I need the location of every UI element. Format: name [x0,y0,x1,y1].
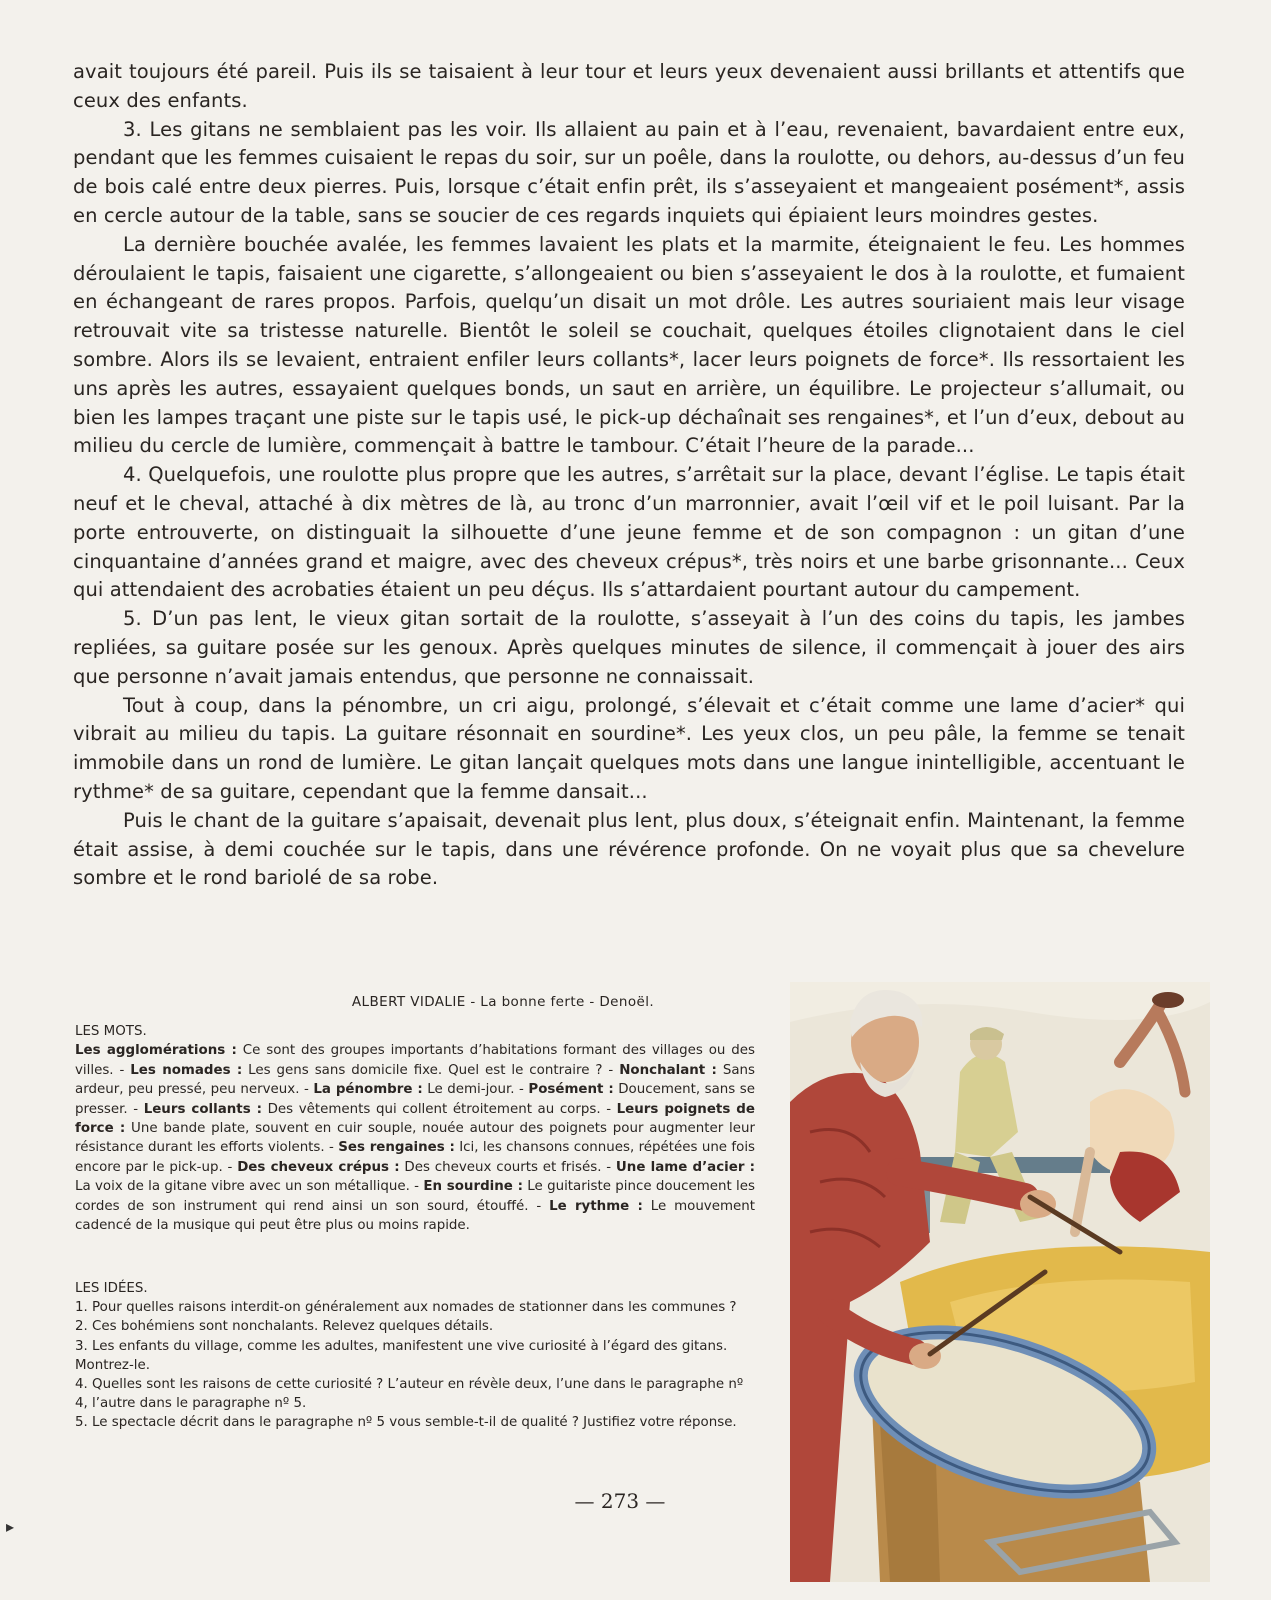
vocab-definition: Le mouvement cadencé de la musique qui peut être plus ou moins rapide. [75,1198,755,1234]
vocab-definition: Ici, les chansons connues, répétées une fois encore par le pick-up. - [75,1140,756,1175]
questions-section [75,1279,755,1433]
story-paragraph: 5. D’un pas lent, le vieux gitan sortait de la roulotte, s’asseyait à l’un des coins du tapis, les jambes repliées, sa guitare posée sur les genoux. Après quelques minutes de silence, il commençait à jouer des airs que personne n’avait jamais entendus, que personne ne connaissait. [73,607,1185,688]
story-paragraph: La dernière bouchée avalée, les femmes lavaient les plats et la marmite, éteignaient le feu. Les hommes déroulaient le tapis, faisaient une cigarette, s’allongeaient ou bien s’asseyaient le dos à la roulotte, et fumaient en échangeant de rares propos. Parfois, quelqu’un disait un mot drôle. Les autres souriaient mais leur visage retrouvait vite sa tristesse naturelle. Bientôt le soleil se couchait, quelques étoiles clignotaient dans le ciel sombre. Alors ils se levaient, entraient enfiler leurs collants*, lacer leurs poignets de force*. Ils ressortaient les uns après les autres, essayaient quelques bonds, un saut en arrière, un équilibre. Le projecteur s’allumait, ou bien les lampes traçant une piste sur le tapis usé, le pick-up déchaînait ses rengaines*, et l’un d’eux, debout au milieu du cercle de lumière, commençait à battre le tambour. C’était l’heure de la parade... [73,232,1185,458]
vocab-definition: Le guitariste pince doucement les cordes de son instrument qui rend ainsi un son sourd, étouffé. - [75,1179,755,1214]
vocabulary-section [75,1022,755,1235]
page-number: — 273 — [574,1489,666,1513]
vocab-term: Leurs poignets de force : [75,1101,755,1137]
vocabulary-entries [75,1043,755,1233]
vocab-definition: Doucement, sans se presser. - [75,1082,756,1117]
questions-heading: LES IDÉES. [75,1281,148,1296]
margin-mark: ▸ [6,1517,15,1536]
illustration-drawing [790,982,1210,1582]
question-item: 4. Quelles sont les raisons de cette curiosité ? L’auteur en révèle deux, l’une dans le paragraphe nº 4, l’autre dans le paragraphe nº 5. [75,1377,744,1412]
vocab-term: Une lame d’acier : [615,1159,755,1175]
story-text [73,58,1185,893]
vocab-term: Des cheveux crépus : [237,1159,400,1175]
vocabulary-heading: LES MOTS. [75,1024,147,1039]
vocab-term: Le rythme : [549,1198,643,1214]
story-paragraph: avait toujours été pareil. Puis ils se taisaient à leur tour et leurs yeux devenaient aussi brillants et attentifs que ceux des enfants. [73,60,1185,112]
vocab-term: Ses rengaines : [338,1140,455,1156]
vocab-definition: Des vêtements qui collent étroitement au corps. - [262,1101,617,1117]
story-paragraph: 4. Quelquefois, une roulotte plus propre que les autres, s’arrêtait sur la place, devant l’église. Le tapis était neuf et le cheval, attaché à dix mètres de là, au tronc d’un marronnier, avait l’œil vif et le poil luisant. Par la porte entrouverte, on distinguait la silhouette d’une jeune femme et de son compagnon : un gitan d’une cinquantaine d’années grand et maigre, avec des cheveux crépus*, très noirs et une barbe grisonnante... Ceux qui attendaient des acrobaties étaient un peu déçus. Ils s’attardaient pourtant autour du campement. [73,463,1185,602]
vocab-term: Les nomades : [130,1062,243,1078]
story-paragraph: Tout à coup, dans la pénombre, un cri aigu, prolongé, s’élevait et c’était comme une lame d’acier* qui vibrait au milieu du tapis. La guitare résonnait en sourdine*. Les yeux clos, un peu pâle, la femme se tenait immobile dans un rond de lumière. Le gitan lançait quelques mots dans une langue inintelligible, accentuant le rythme* de sa guitare, cependant que la femme dansait... [73,693,1185,803]
gypsy-drummer-illustration [790,982,1210,1582]
question-item: 1. Pour quelles raisons interdit-on généralement aux nomades de stationner dans les communes ? [75,1300,737,1316]
vocab-definition: Une bande plate, souvent en cuir souple, nouée autour des poignets pour augmenter leur résistance durant les efforts violents. - [75,1121,755,1156]
question-item: 5. Le spectacle décrit dans le paragraphe nº 5 vous semble-t-il de qualité ? Justifiez votre réponse. [75,1415,737,1431]
vocab-definition: La voix de la gitane vibre avec un son métallique. - [75,1179,424,1195]
vocab-term: La pénombre : [313,1082,423,1098]
vocab-definition: Ce sont des groupes importants d’habitations formant des villages ou des villes. - [75,1043,755,1078]
vocab-definition: Des cheveux courts et frisés. - [399,1159,616,1175]
questions-list [75,1298,755,1432]
vocab-term: Leurs collants : [143,1101,263,1117]
question-item: 2. Ces bohémiens sont nonchalants. Relevez quelques détails. [75,1319,494,1335]
question-item: 3. Les enfants du village, comme les adultes, manifestent une vive curiosité à l’égard des gitans. Montrez-le. [75,1338,728,1373]
vocab-term: Nonchalant : [619,1062,717,1078]
vocab-definition: Les gens sans domicile fixe. Quel est le contraire ? - [242,1062,620,1078]
vocab-definition: Sans ardeur, peu pressé, peu nerveux. - [75,1062,756,1098]
story-paragraph: Puis le chant de la guitare s’apaisait, devenait plus lent, plus doux, s’éteignait enfin. Maintenant, la femme était assise, à demi couchée sur le tapis, dans une révérence profonde. On ne voyait plus que sa chevelure sombre et le rond bariolé de sa robe. [73,808,1185,890]
vocab-term: Les agglomérations : [75,1043,237,1059]
vocab-term: Posément : [528,1082,614,1098]
source-attribution: ALBERT VIDALIE - La bonne ferte - Denoël. [351,994,655,1010]
vocab-definition: Le demi-jour. - [422,1082,529,1098]
vocab-term: En sourdine : [423,1179,523,1195]
story-paragraph: 3. Les gitans ne semblaient pas les voir. Ils allaient au pain et à l’eau, revenaient, bavardaient entre eux, pendant que les femmes cuisaient le repas du soir, sur un poêle, dans la roulotte, ou dehors, au-dessus d’un feu de bois calé entre deux pierres. Puis, lorsque c’était enfin prêt, ils s’asseyaient et mangeaient posément*, assis en cercle autour de la table, sans se soucier de ces regards inquiets qui épiaient leurs moindres gestes. [73,117,1185,227]
